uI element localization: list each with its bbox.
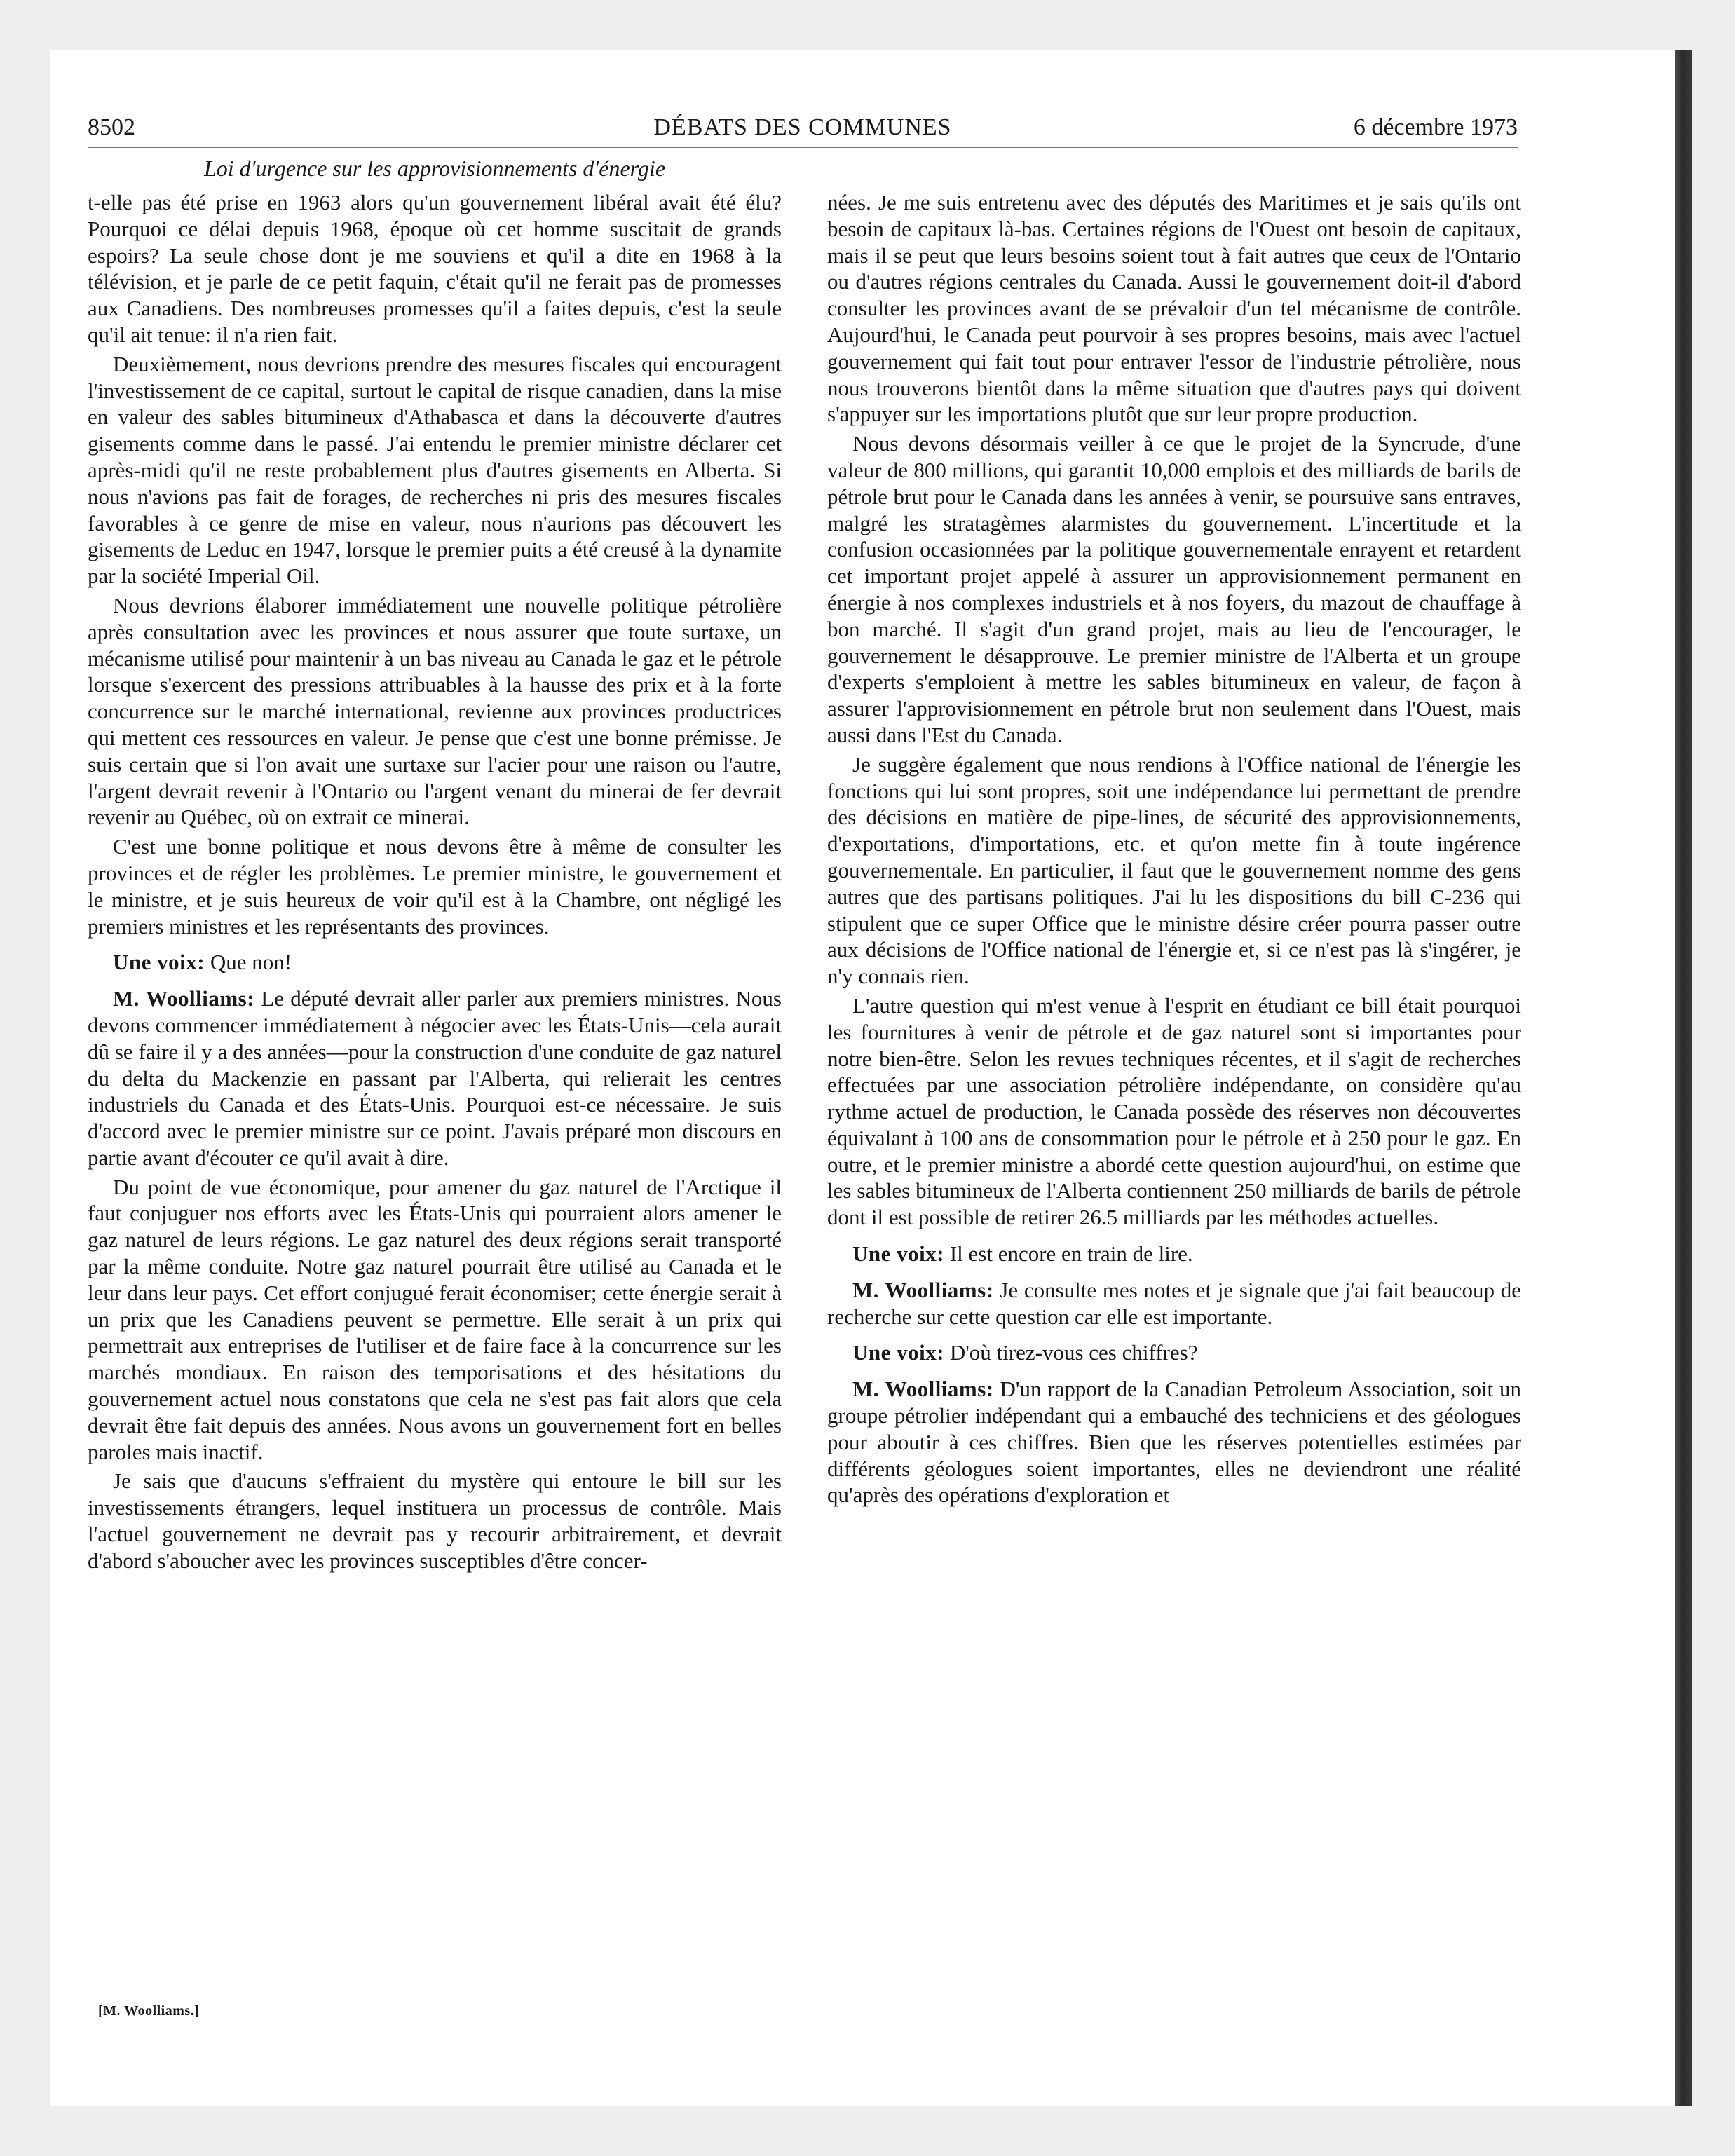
page-date: 6 décembre 1973 (1353, 114, 1518, 140)
speaker-footer-tag: [M. Woolliams.] (98, 2003, 200, 2019)
speaker-paragraph (88, 949, 782, 976)
paragraph: Je sais que d'aucuns s'effraient du mystère qui entoure le bill sur les investissements étrangers, lequel instituera un processus de contrôle. Mais l'actuel gouvernement ne devrait pas y recourir arbitrairement, et devrait d'abord s'aboucher avec les provinces susceptibles d'être concer- (88, 1468, 782, 1573)
speaker-name: Une voix: (852, 1340, 945, 1365)
speaker-paragraph (827, 1241, 1521, 1267)
paragraph: C'est une bonne politique et nous devons être à même de consulter les provinces et de régler les problèmes. Le premier ministre, le gouvernement et le ministre, et je suis heureux de voir qu'il est à la Chambre, ont négligé les premiers ministres et les représentants des provinces. (88, 834, 782, 939)
paragraph: Deuxièmement, nous devrions prendre des mesures fiscales qui encouragent l'investissement de ce capital, surtout le capital de risque canadien, dans la mise en valeur des sables bitumineux d'Athabasca et dans la découverte d'autres gisements comme dans le passé. J'ai entendu le premier ministre déclarer cet après-midi qu'il ne reste probablement plus d'autres gisements en Alberta. Si nous n'avions pas fait de forages, de recherches ni pris des mesures fiscales favorables à ce genre de mise en valeur, nous n'aurions pas découvert les gisements de Leduc en 1947, lorsque le premier puits a été creusé à la dynamite par la société Imperial Oil. (88, 351, 782, 589)
publication-title: DÉBATS DES COMMUNES (653, 114, 952, 140)
paragraph: Nous devrions élaborer immédiatement une nouvelle politique pétrolière après consultation avec les provinces et nous assurer que toute surtaxe, un mécanisme utilisé pour maintenir à un bas niveau au Canada le gaz et le pétrole lorsque s'exercent des pressions attribuables à la hausse des prix et à la forte concurrence sur le marché international, revienne aux provinces productrices qui mettent ces ressources en valeur. Je pense que c'est une bonne prémisse. Je suis certain que si l'on avait une surtaxe sur l'acier pour une raison ou l'autre, l'argent devrait revenir à l'Ontario ou l'argent venant du minerai de fer devrait revenir au Québec, où on extrait ce minerai. (88, 592, 782, 830)
speaker-name: M. Woolliams: (852, 1377, 994, 1402)
running-title: Loi d'urgence sur les approvisionnements d'énergie (203, 156, 666, 181)
speech-text: Que non! (210, 950, 292, 975)
page-header (88, 112, 1518, 148)
speaker-name: Une voix: (113, 950, 205, 975)
speaker-name: Une voix: (852, 1241, 945, 1267)
speaker-paragraph (827, 1277, 1521, 1330)
paragraph: t-elle pas été prise en 1963 alors qu'un gouvernement libéral avait été élu? Pourquoi ce délai depuis 1968, époque où cet homme suscitait de grands espoirs? La seule chose dont je me souviens et qu'il a dite en 1968 à la télévision, et je parle de ce petit faquin, c'était qu'il ne ferait pas de promesses aux Canadiens. Des nombreuses promesses qu'il a faites depuis, c'est la seule qu'il ait tenue: il n'a rien fait. (88, 190, 782, 347)
paragraph: Du point de vue économique, pour amener du gaz naturel de l'Arctique il faut conjuguer nos efforts avec les États-Unis qui pourraient alors amener le gaz naturel de leurs régions. Le gaz naturel des deux régions serait transporté par la même conduite. Notre gaz naturel pourrait être utilisé au Canada et le leur dans leur pays. Cet effort conjugué ferait économiser; cette énergie serait à un prix que les Canadiens peuvent se permettre. Elle serait à un prix qui permettrait aux entreprises de l'utiliser et de faire face à la concurrence sur les marchés mondiaux. En raison des temporisations et des hésitations du gouvernement actuel nous constatons que cela ne s'est pas fait alors que cela devrait être fait depuis des années. Nous avons un gouvernement fort en belles paroles mais inactif. (88, 1174, 782, 1464)
paragraph: Je suggère également que nous rendions à l'Office national de l'énergie les fonctions qui lui sont propres, soit une indépendance lui permettant de prendre des décisions en matière de pipe-lines, de sécurité des approvisionnements, d'exportations, d'importations, etc. et qu'on mette fin à toute ingérence gouvernementale. En particulier, il faut que le gouvernement nomme des gens autres que des partisans politiques. J'ai lu les dispositions du bill C-236 qui stipulent que ce super Office que le ministre désire créer pourra passer outre aux décisions de l'Office national de l'énergie et, si ce n'est pas là s'ingérer, je n'y connais rien. (827, 751, 1521, 989)
speech-text: Le député devrait aller parler aux premiers ministres. Nous devons commencer immédiatement à négocier avec les États-Unis—cela aurait dû se faire il y a des années—pour la construction d'une conduite de gaz naturel du delta du Mackenzie en passant par l'Alberta, qui relierait les centres industriels du Canada et des États-Unis. Pourquoi est-ce nécessaire. Je suis d'accord avec le premier ministre sur ce point. J'avais préparé mon discours en partie avant d'écouter ce qu'il avait à dire. (88, 986, 782, 1170)
scan-edge-shadow (1675, 50, 1692, 2106)
speech-text: Je consulte mes notes et je signale que j'ai fait beaucoup de recherche sur cette question car elle est importante. (827, 1277, 1522, 1329)
speaker-paragraph (827, 1376, 1521, 1508)
speech-text: D'où tirez-vous ces chiffres? (949, 1340, 1198, 1365)
paragraph: nées. Je me suis entretenu avec des députés des Maritimes et je sais qu'ils ont besoin de capitaux là-bas. Certaines régions de l'Ouest ont besoin de capitaux, mais il se peut que leurs besoins soient tout à fait autres que ceux de l'Ontario ou d'autres régions centrales du Canada. Aussi le gouvernement doit-il d'abord consulter les provinces avant de se prévaloir d'un tel mécanisme de contrôle. Aujourd'hui, le Canada peut pourvoir à ses propres besoins, mais avec l'actuel gouvernement qui fait tout pour entraver l'essor de l'industrie pétrolière, nous nous trouverons bientôt dans la même situation que d'autres pays qui doivent s'appuyer sur les importations plutôt que sur leur propre production. (827, 190, 1521, 427)
speaker-paragraph (88, 985, 782, 1171)
speaker-name: M. Woolliams: (113, 986, 255, 1011)
left-column (88, 189, 782, 1577)
speech-text: Il est encore en train de lire. (949, 1241, 1193, 1267)
right-column (827, 189, 1521, 1511)
page-number: 8502 (88, 114, 135, 140)
speaker-paragraph (827, 1339, 1521, 1366)
speech-text: D'un rapport de la Canadian Petroleum Association, soit un groupe pétrolier indépendant qui a embauché des techniciens et des géologues pour aboutir à ces chiffres. Bien que les réserves potentielles estimées par différents géologues soient importantes, elles ne deviendront une réalité qu'après des opérations d'exploration et (827, 1377, 1522, 1508)
paragraph: Nous devons désormais veiller à ce que le projet de la Syncrude, d'une valeur de 800 millions, qui garantit 10,000 emplois et des milliards de barils de pétrole brut pour le Canada dans les années à venir, se poursuive sans entraves, malgré les stratagèmes alarmistes du gouvernement. L'incertitude et la confusion occasionnées par la politique gouvernementale enrayent et retardent cet important projet appelé à assurer un approvisionnement permanent en énergie à nos complexes industriels et à nos foyers, du mazout de chauffage à bon marché. Il s'agit d'un grand projet, mais au lieu de l'encourager, le gouvernement le désapprouve. Le premier ministre de l'Alberta et un groupe d'experts s'emploient à mettre les sables bitumineux en valeur, de façon à assurer l'approvisionnement en pétrole brut non seulement dans l'Ouest, mais aussi dans l'Est du Canada. (827, 431, 1521, 747)
paragraph: L'autre question qui m'est venue à l'esprit en étudiant ce bill était pourquoi les fournitures à venir de pétrole et de gaz naturel sont si importantes pour notre bien-être. Selon les revues techniques récentes, et il s'agit de recherches effectuées par une association pétrolière indépendante, on considère qu'au rythme actuel de production, le Canada possède des réserves non découvertes équivalant à 100 ans de consommation pour le pétrole et à 250 pour le gaz. En outre, et le premier ministre a abordé cette question aujourd'hui, on estime que les sables bitumineux de l'Alberta contiennent 250 milliards de barils de pétrole dont il est possible de retirer 26.5 milliards par les méthodes actuelles. (827, 992, 1521, 1230)
speaker-name: M. Woolliams: (852, 1277, 994, 1302)
